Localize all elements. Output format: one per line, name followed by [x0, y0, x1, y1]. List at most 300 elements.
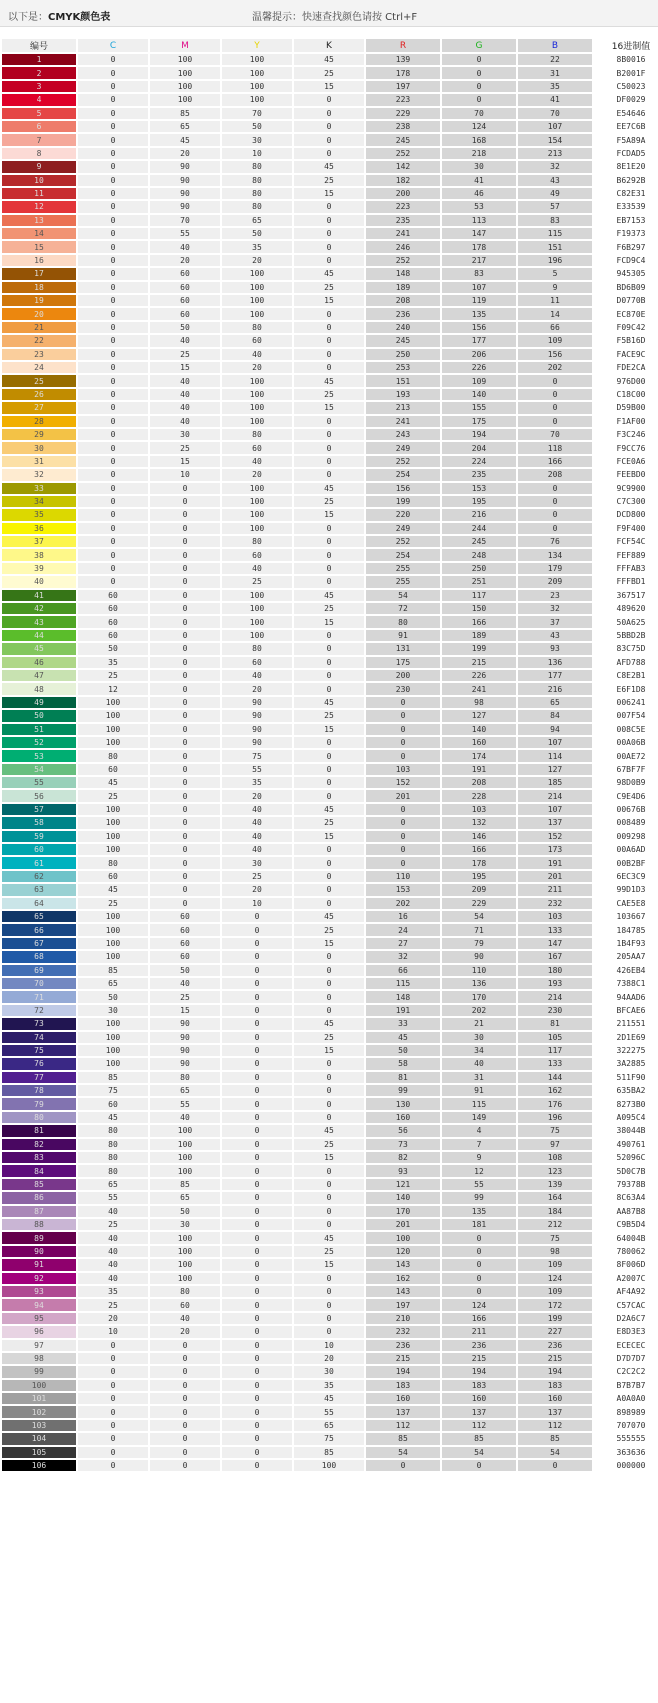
- swatch-cell: 89: [2, 1232, 76, 1243]
- magenta-cell: 0: [150, 777, 220, 788]
- cyan-cell: 0: [78, 335, 148, 346]
- yellow-cell: 40: [222, 817, 292, 828]
- black-cell: 0: [294, 1005, 364, 1016]
- hex-cell: 367517: [594, 590, 658, 601]
- blue-cell: 232: [518, 898, 592, 909]
- black-cell: 0: [294, 657, 364, 668]
- hex-cell: 426EB4: [594, 965, 658, 976]
- yellow-cell: 0: [222, 1085, 292, 1096]
- magenta-cell: 0: [150, 817, 220, 828]
- swatch-cell: 105: [2, 1447, 76, 1458]
- hex-cell: 83C75D: [594, 643, 658, 654]
- red-cell: 255: [366, 576, 440, 587]
- cyan-cell: 100: [78, 697, 148, 708]
- yellow-cell: 0: [222, 1206, 292, 1217]
- red-cell: 246: [366, 241, 440, 252]
- hex-cell: FEEBD0: [594, 469, 658, 480]
- blue-cell: 14: [518, 308, 592, 319]
- green-cell: 215: [442, 1353, 516, 1364]
- yellow-cell: 100: [222, 523, 292, 534]
- table-row: [2, 121, 658, 132]
- red-cell: 0: [366, 857, 440, 868]
- blue-cell: 70: [518, 108, 592, 119]
- cyan-cell: 25: [78, 790, 148, 801]
- magenta-cell: 0: [150, 603, 220, 614]
- swatch-cell: 99: [2, 1366, 76, 1377]
- black-cell: 0: [294, 737, 364, 748]
- red-cell: 178: [366, 67, 440, 78]
- red-cell: 250: [366, 349, 440, 360]
- red-cell: 160: [366, 1112, 440, 1123]
- red-cell: 236: [366, 308, 440, 319]
- hex-cell: FACE9C: [594, 349, 658, 360]
- hex-cell: 5BBD2B: [594, 630, 658, 641]
- green-cell: 150: [442, 603, 516, 614]
- black-cell: 0: [294, 215, 364, 226]
- black-cell: 0: [294, 563, 364, 574]
- black-cell: 25: [294, 603, 364, 614]
- yellow-cell: 55: [222, 764, 292, 775]
- yellow-cell: 0: [222, 1232, 292, 1243]
- table-row: [2, 94, 658, 105]
- cyan-cell: 0: [78, 322, 148, 333]
- swatch-cell: 50: [2, 710, 76, 721]
- black-cell: 65: [294, 1420, 364, 1431]
- cyan-cell: 100: [78, 710, 148, 721]
- red-cell: 193: [366, 389, 440, 400]
- red-cell: 208: [366, 295, 440, 306]
- yellow-cell: 0: [222, 1259, 292, 1270]
- table-row: [2, 590, 658, 601]
- magenta-cell: 65: [150, 121, 220, 132]
- cyan-cell: 60: [78, 590, 148, 601]
- blue-cell: 66: [518, 322, 592, 333]
- magenta-cell: 100: [150, 81, 220, 92]
- hex-cell: 635BA2: [594, 1085, 658, 1096]
- black-cell: 0: [294, 898, 364, 909]
- swatch-cell: 30: [2, 442, 76, 453]
- cyan-cell: 100: [78, 831, 148, 842]
- blue-cell: 107: [518, 121, 592, 132]
- yellow-cell: 0: [222, 1420, 292, 1431]
- magenta-cell: 0: [150, 1433, 220, 1444]
- yellow-cell: 25: [222, 871, 292, 882]
- cyan-cell: 100: [78, 1018, 148, 1029]
- yellow-cell: 100: [222, 402, 292, 413]
- header-y: Y: [222, 39, 292, 52]
- cyan-cell: 0: [78, 1447, 148, 1458]
- table-row: [2, 228, 658, 239]
- green-cell: 226: [442, 362, 516, 373]
- red-cell: 100: [366, 1232, 440, 1243]
- table-row: [2, 188, 658, 199]
- green-cell: 0: [442, 54, 516, 65]
- yellow-cell: 0: [222, 938, 292, 949]
- hex-cell: F9F400: [594, 523, 658, 534]
- yellow-cell: 30: [222, 857, 292, 868]
- swatch-cell: 55: [2, 777, 76, 788]
- table-row: [2, 576, 658, 587]
- magenta-cell: 80: [150, 1072, 220, 1083]
- yellow-cell: 75: [222, 750, 292, 761]
- magenta-cell: 0: [150, 1420, 220, 1431]
- yellow-cell: 80: [222, 322, 292, 333]
- magenta-cell: 100: [150, 1139, 220, 1150]
- red-cell: 120: [366, 1246, 440, 1257]
- red-cell: 93: [366, 1165, 440, 1176]
- yellow-cell: 0: [222, 1353, 292, 1364]
- swatch-cell: 3: [2, 81, 76, 92]
- green-cell: 0: [442, 1273, 516, 1284]
- swatch-cell: 1: [2, 54, 76, 65]
- black-cell: 85: [294, 1447, 364, 1458]
- table-row: [2, 884, 658, 895]
- magenta-cell: 0: [150, 1460, 220, 1471]
- table-row: [2, 616, 658, 627]
- hex-cell: 009298: [594, 831, 658, 842]
- swatch-cell: 82: [2, 1139, 76, 1150]
- blue-cell: 41: [518, 94, 592, 105]
- yellow-cell: 100: [222, 416, 292, 427]
- green-cell: 248: [442, 549, 516, 560]
- hex-cell: 67BF7F: [594, 764, 658, 775]
- blue-cell: 137: [518, 1406, 592, 1417]
- hex-cell: 00A6AD: [594, 844, 658, 855]
- table-row: [2, 1340, 658, 1351]
- magenta-cell: 60: [150, 911, 220, 922]
- cyan-cell: 0: [78, 268, 148, 279]
- cyan-cell: 100: [78, 951, 148, 962]
- blue-cell: 57: [518, 201, 592, 212]
- hex-cell: F19373: [594, 228, 658, 239]
- green-cell: 191: [442, 764, 516, 775]
- cyan-cell: 0: [78, 54, 148, 65]
- cyan-cell: 0: [78, 1460, 148, 1471]
- black-cell: 35: [294, 1380, 364, 1391]
- header-number: 编号: [2, 39, 76, 52]
- magenta-cell: 0: [150, 1406, 220, 1417]
- black-cell: 0: [294, 764, 364, 775]
- cyan-cell: 0: [78, 295, 148, 306]
- cyan-cell: 80: [78, 857, 148, 868]
- hex-cell: 8273B0: [594, 1098, 658, 1109]
- magenta-cell: 60: [150, 282, 220, 293]
- blue-cell: 109: [518, 1259, 592, 1270]
- table-row: [2, 1433, 658, 1444]
- swatch-cell: 73: [2, 1018, 76, 1029]
- blue-cell: 177: [518, 670, 592, 681]
- cyan-cell: 0: [78, 496, 148, 507]
- black-cell: 15: [294, 1152, 364, 1163]
- hex-cell: 780062: [594, 1246, 658, 1257]
- swatch-cell: 65: [2, 911, 76, 922]
- hex-cell: 6EC3C9: [594, 871, 658, 882]
- blue-cell: 127: [518, 764, 592, 775]
- magenta-cell: 50: [150, 1206, 220, 1217]
- cyan-cell: 0: [78, 563, 148, 574]
- blue-cell: 180: [518, 965, 592, 976]
- black-cell: 0: [294, 335, 364, 346]
- red-cell: 156: [366, 483, 440, 494]
- table-row: [2, 1420, 658, 1431]
- yellow-cell: 0: [222, 1447, 292, 1458]
- green-cell: 140: [442, 389, 516, 400]
- swatch-cell: 48: [2, 683, 76, 694]
- hex-cell: F6B297: [594, 241, 658, 252]
- green-cell: 0: [442, 94, 516, 105]
- green-cell: 115: [442, 1098, 516, 1109]
- table-row: [2, 1139, 658, 1150]
- black-cell: 15: [294, 831, 364, 842]
- cyan-cell: 100: [78, 911, 148, 922]
- hex-cell: C18C00: [594, 389, 658, 400]
- red-cell: 0: [366, 724, 440, 735]
- cyan-cell: 0: [78, 108, 148, 119]
- hex-cell: FFFBD1: [594, 576, 658, 587]
- header-c: C: [78, 39, 148, 52]
- green-cell: 244: [442, 523, 516, 534]
- blue-cell: 179: [518, 563, 592, 574]
- blue-cell: 202: [518, 362, 592, 373]
- red-cell: 0: [366, 817, 440, 828]
- red-cell: 0: [366, 710, 440, 721]
- cyan-cell: 45: [78, 884, 148, 895]
- blue-cell: 112: [518, 1420, 592, 1431]
- green-cell: 199: [442, 643, 516, 654]
- black-cell: 0: [294, 1058, 364, 1069]
- red-cell: 85: [366, 1433, 440, 1444]
- hex-cell: E6F1D8: [594, 683, 658, 694]
- hex-cell: F1AF00: [594, 416, 658, 427]
- hex-cell: FEF889: [594, 549, 658, 560]
- red-cell: 183: [366, 1380, 440, 1391]
- magenta-cell: 20: [150, 148, 220, 159]
- hex-cell: 976D00: [594, 375, 658, 386]
- swatch-cell: 28: [2, 416, 76, 427]
- black-cell: 0: [294, 978, 364, 989]
- table-row: [2, 536, 658, 547]
- green-cell: 174: [442, 750, 516, 761]
- blue-cell: 133: [518, 1058, 592, 1069]
- table-row: [2, 416, 658, 427]
- yellow-cell: 100: [222, 81, 292, 92]
- black-cell: 25: [294, 1246, 364, 1257]
- magenta-cell: 100: [150, 1165, 220, 1176]
- blue-cell: 5: [518, 268, 592, 279]
- swatch-cell: 49: [2, 697, 76, 708]
- swatch-cell: 24: [2, 362, 76, 373]
- hex-cell: C8E2B1: [594, 670, 658, 681]
- red-cell: 249: [366, 523, 440, 534]
- magenta-cell: 0: [150, 898, 220, 909]
- table-row: [2, 134, 658, 145]
- blue-cell: 133: [518, 924, 592, 935]
- blue-cell: 22: [518, 54, 592, 65]
- cyan-cell: 0: [78, 389, 148, 400]
- hex-cell: 00676B: [594, 804, 658, 815]
- magenta-cell: 90: [150, 161, 220, 172]
- blue-cell: 208: [518, 469, 592, 480]
- blue-cell: 0: [518, 416, 592, 427]
- magenta-cell: 0: [150, 657, 220, 668]
- blue-cell: 76: [518, 536, 592, 547]
- cyan-cell: 100: [78, 938, 148, 949]
- swatch-cell: 42: [2, 603, 76, 614]
- red-cell: 0: [366, 697, 440, 708]
- hex-cell: 79378B: [594, 1179, 658, 1190]
- blue-cell: 214: [518, 991, 592, 1002]
- blue-cell: 103: [518, 911, 592, 922]
- blue-cell: 213: [518, 148, 592, 159]
- red-cell: 223: [366, 201, 440, 212]
- hex-cell: D59B00: [594, 402, 658, 413]
- table-row: [2, 670, 658, 681]
- swatch-cell: 51: [2, 724, 76, 735]
- hex-cell: 008489: [594, 817, 658, 828]
- magenta-cell: 30: [150, 1219, 220, 1230]
- magenta-cell: 60: [150, 951, 220, 962]
- table-row: [2, 523, 658, 534]
- red-cell: 254: [366, 549, 440, 560]
- yellow-cell: 0: [222, 1018, 292, 1029]
- green-cell: 178: [442, 857, 516, 868]
- magenta-cell: 55: [150, 228, 220, 239]
- hex-cell: 8F006D: [594, 1259, 658, 1270]
- hex-cell: 64004B: [594, 1232, 658, 1243]
- blue-cell: 0: [518, 402, 592, 413]
- red-cell: 130: [366, 1098, 440, 1109]
- swatch-cell: 33: [2, 483, 76, 494]
- black-cell: 0: [294, 576, 364, 587]
- black-cell: 15: [294, 81, 364, 92]
- blue-cell: 75: [518, 1232, 592, 1243]
- hex-cell: FCDAD5: [594, 148, 658, 159]
- yellow-cell: 80: [222, 643, 292, 654]
- yellow-cell: 0: [222, 1072, 292, 1083]
- yellow-cell: 40: [222, 563, 292, 574]
- green-cell: 136: [442, 978, 516, 989]
- yellow-cell: 0: [222, 1406, 292, 1417]
- blue-cell: 156: [518, 349, 592, 360]
- yellow-cell: 90: [222, 737, 292, 748]
- blue-cell: 109: [518, 335, 592, 346]
- black-cell: 0: [294, 683, 364, 694]
- green-cell: 177: [442, 335, 516, 346]
- blue-cell: 109: [518, 1286, 592, 1297]
- blue-cell: 118: [518, 442, 592, 453]
- green-cell: 117: [442, 590, 516, 601]
- blue-cell: 137: [518, 817, 592, 828]
- blue-cell: 196: [518, 255, 592, 266]
- blue-cell: 152: [518, 831, 592, 842]
- blue-cell: 227: [518, 1326, 592, 1337]
- yellow-cell: 0: [222, 965, 292, 976]
- yellow-cell: 65: [222, 215, 292, 226]
- green-cell: 216: [442, 509, 516, 520]
- red-cell: 148: [366, 268, 440, 279]
- magenta-cell: 0: [150, 683, 220, 694]
- black-cell: 0: [294, 549, 364, 560]
- table-row: [2, 938, 658, 949]
- hex-cell: 322275: [594, 1045, 658, 1056]
- magenta-cell: 100: [150, 1246, 220, 1257]
- swatch-cell: 106: [2, 1460, 76, 1471]
- swatch-cell: 88: [2, 1219, 76, 1230]
- table-row: [2, 1072, 658, 1083]
- magenta-cell: 0: [150, 1393, 220, 1404]
- blue-cell: 173: [518, 844, 592, 855]
- table-row: [2, 1273, 658, 1284]
- yellow-cell: 100: [222, 282, 292, 293]
- green-cell: 40: [442, 1058, 516, 1069]
- hex-cell: DCD800: [594, 509, 658, 520]
- magenta-cell: 15: [150, 456, 220, 467]
- red-cell: 103: [366, 764, 440, 775]
- magenta-cell: 10: [150, 469, 220, 480]
- table-row: [2, 282, 658, 293]
- red-cell: 252: [366, 536, 440, 547]
- black-cell: 0: [294, 991, 364, 1002]
- hex-cell: 555555: [594, 1433, 658, 1444]
- swatch-cell: 86: [2, 1192, 76, 1203]
- black-cell: 0: [294, 201, 364, 212]
- blue-cell: 139: [518, 1179, 592, 1190]
- hex-cell: 000000: [594, 1460, 658, 1471]
- red-cell: 160: [366, 1393, 440, 1404]
- cyan-cell: 80: [78, 1139, 148, 1150]
- cyan-cell: 0: [78, 402, 148, 413]
- magenta-cell: 0: [150, 884, 220, 895]
- black-cell: 0: [294, 94, 364, 105]
- black-cell: 25: [294, 817, 364, 828]
- header-b: B: [518, 39, 592, 52]
- table-row: [2, 1406, 658, 1417]
- cyan-cell: 0: [78, 175, 148, 186]
- black-cell: 25: [294, 1032, 364, 1043]
- blue-cell: 114: [518, 750, 592, 761]
- green-cell: 229: [442, 898, 516, 909]
- green-cell: 0: [442, 1259, 516, 1270]
- table-row: [2, 978, 658, 989]
- blue-cell: 214: [518, 790, 592, 801]
- cyan-cell: 25: [78, 1299, 148, 1310]
- swatch-cell: 54: [2, 764, 76, 775]
- blue-cell: 209: [518, 576, 592, 587]
- black-cell: 10: [294, 1340, 364, 1351]
- table-row: [2, 54, 658, 65]
- magenta-cell: 55: [150, 1098, 220, 1109]
- swatch-cell: 34: [2, 496, 76, 507]
- green-cell: 127: [442, 710, 516, 721]
- hex-cell: E33539: [594, 201, 658, 212]
- red-cell: 142: [366, 161, 440, 172]
- yellow-cell: 0: [222, 951, 292, 962]
- green-cell: 181: [442, 1219, 516, 1230]
- cyan-cell: 0: [78, 148, 148, 159]
- cyan-cell: 100: [78, 724, 148, 735]
- yellow-cell: 100: [222, 375, 292, 386]
- red-cell: 0: [366, 831, 440, 842]
- blue-cell: 124: [518, 1273, 592, 1284]
- red-cell: 235: [366, 215, 440, 226]
- hex-cell: F09C42: [594, 322, 658, 333]
- hex-cell: 99D1D3: [594, 884, 658, 895]
- cyan-cell: 55: [78, 1192, 148, 1203]
- red-cell: 0: [366, 750, 440, 761]
- header-g: G: [442, 39, 516, 52]
- red-cell: 66: [366, 965, 440, 976]
- red-cell: 201: [366, 790, 440, 801]
